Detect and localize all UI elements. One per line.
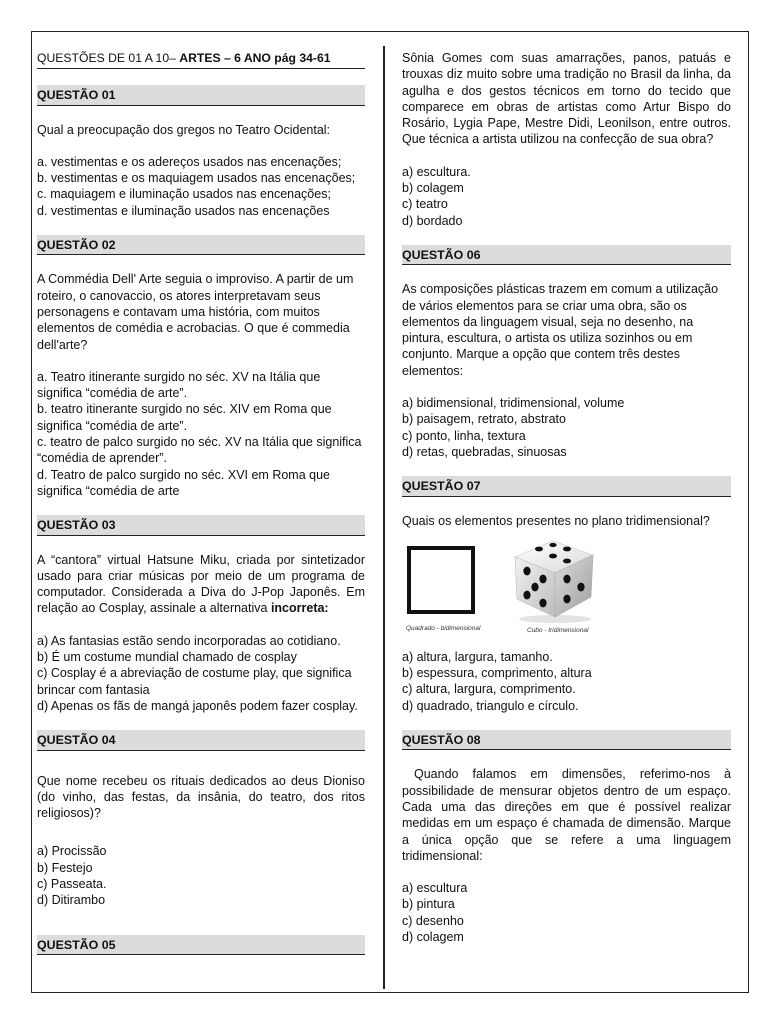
- question-04-option-b[interactable]: b) Festejo: [37, 860, 93, 875]
- question-07-options: [402, 649, 731, 714]
- question-08-option-a[interactable]: a) escultura: [402, 881, 468, 896]
- question-04-title: QUESTÃO 04: [37, 730, 365, 750]
- question-02-option-b[interactable]: b. teatro itinerante surgido no séc. XIV em Roma que significa “comédia de arte”.: [37, 402, 332, 433]
- question-02-option-a[interactable]: a. Teatro itinerante surgido no séc. XV na Itália que significa “comédia de arte”.: [37, 369, 321, 401]
- question-07-stem: Quais os elementos presentes no plano tridimensional?: [402, 513, 710, 528]
- dimension-figure: [402, 535, 731, 647]
- question-01-option-c[interactable]: c. maquiagem e iluminação usados nas encenações;: [37, 187, 331, 202]
- question-06-stem: As composições plásticas trazem em comum a utilização de vários elementos para se criar uma obra, são os elementos da linguagem visual, seja no desenho, na pintura, escultura, o artista os utiliza sozinhos ou em conjunto. Marque a opção que contem três destes elementos:: [402, 282, 719, 378]
- question-03-stem-bold: incorreta:: [270, 601, 329, 616]
- question-02-option-d[interactable]: d. Teatro de palco surgido no séc. XVI em Roma que significa “comédia de arte: [37, 467, 330, 498]
- question-03-stem-text: A “cantora” virtual Hatsune Miku, criada por sintetizador usado para criar músicas por meio de um programa de computador. Considerada a Diva do J-Pop Japonês. Em relação ao Cosplay, assinale a alternativa: [37, 552, 365, 616]
- question-03-option-b[interactable]: b) É um costume mundial chamado de cosplay: [37, 650, 297, 665]
- header-bold: ARTES – 6 ANO pág 34-61: [179, 51, 331, 65]
- question-02-title: QUESTÃO 02: [37, 235, 365, 255]
- question-03-option-d[interactable]: d) Apenas os fãs de mangá japonês podem fazer cosplay.: [37, 698, 358, 713]
- question-02-option-c[interactable]: c. teatro de palco surgido no séc. XV na Itália que significa “comédia de aprender”.: [37, 435, 362, 466]
- question-03-title: QUESTÃO 03: [37, 515, 365, 535]
- question-04-option-a[interactable]: a) Procissão: [37, 844, 107, 859]
- cube-caption: Cubo - tridimensional: [527, 626, 589, 634]
- question-08-stem: Quando falamos em dimensões, referimo-nos à possibilidade de mensurar objetos dentro de um espaço. Cada uma das direções em que é possível realizar medidas em um espaço é chamada de dimensão. Marque a única opção que se refere a uma linguagem tridimensional:: [402, 767, 731, 863]
- question-04-option-c[interactable]: c) Passeata.: [37, 876, 107, 891]
- question-06-title: QUESTÃO 06: [402, 245, 731, 265]
- question-08-options: [402, 880, 731, 945]
- dice-cube-3d-illustration: [505, 535, 601, 625]
- question-05-option-a[interactable]: a) escultura.: [402, 164, 471, 179]
- right-column: [402, 50, 731, 945]
- question-03-option-a[interactable]: a) As fantasias estão sendo incorporadas ao cotidiano.: [37, 633, 341, 648]
- square-caption: Quadrado - bidimensional: [406, 624, 481, 632]
- question-08-title: QUESTÃO 08: [402, 730, 731, 750]
- question-07-option-b[interactable]: b) espessura, comprimento, altura: [402, 666, 592, 681]
- question-05-stem: Sônia Gomes com suas amarrações, panos, patuás e trouxas diz muito sobre uma tradição no Brasil da linha, da agulha e dos gestos técnicos em torno do tecido que comparece em obras de artistas como Artur Bispo do Rosário, Lygia Pape, Mestre Didi, Leonilson, entre outros. Que técnica a artista utilizou na confecção de sua obra?: [402, 51, 731, 147]
- question-07-title: QUESTÃO 07: [402, 476, 731, 496]
- question-05-option-b[interactable]: b) colagem: [402, 181, 464, 196]
- question-05-options: [402, 164, 731, 229]
- question-07-option-c[interactable]: c) altura, largura, comprimento.: [402, 682, 576, 697]
- column-divider: [383, 46, 385, 989]
- question-01-title: QUESTÃO 01: [37, 85, 365, 105]
- question-04-option-d[interactable]: d) Ditirambo: [37, 893, 106, 908]
- question-08-option-c[interactable]: c) desenho: [402, 913, 464, 928]
- question-03-option-c[interactable]: c) Cosplay é a abreviação de costume play, que significa brincar com fantasia: [37, 666, 352, 697]
- question-06-options: [402, 395, 731, 460]
- question-01-option-a[interactable]: a. vestimentas e os adereços usados nas encenações;: [37, 154, 342, 169]
- question-01-stem: Qual a preocupação dos gregos no Teatro Ocidental:: [37, 122, 331, 137]
- question-08-option-b[interactable]: b) pintura: [402, 897, 455, 912]
- question-05-title: QUESTÃO 05: [37, 935, 365, 955]
- question-07-option-d[interactable]: d) quadrado, triangulo e círculo.: [402, 698, 579, 713]
- question-02-stem: A Commédia Dell' Arte seguia o improviso. A partir de um roteiro, o canovaccio, os atores interpretavam seus personagens e contavam uma história, com muitos elementos de comédia e acrobacias. O que é commedia dell'arte?: [37, 272, 354, 352]
- question-07-option-a[interactable]: a) altura, largura, tamanho.: [402, 649, 553, 664]
- question-02-options: [37, 369, 365, 499]
- question-04-options: [37, 843, 365, 908]
- question-08-option-d[interactable]: d) colagem: [402, 929, 464, 944]
- exam-header: [37, 50, 365, 69]
- question-06-option-b[interactable]: b) paisagem, retrato, abstrato: [402, 412, 566, 427]
- question-01-option-b[interactable]: b. vestimentas e os maquiagem usados nas encenações;: [37, 171, 356, 186]
- question-01-options: [37, 154, 365, 219]
- question-04-stem: Que nome recebeu os rituais dedicados ao deus Dioniso (do vinho, das festas, da insânia, do teatro, dos ritos religiosos)?: [37, 773, 365, 821]
- question-06-option-a[interactable]: a) bidimensional, tridimensional, volume: [402, 396, 625, 411]
- question-03-stem: [37, 552, 365, 617]
- question-06-option-c[interactable]: c) ponto, linha, textura: [402, 428, 526, 443]
- square-2d-illustration: [406, 545, 476, 615]
- left-column: [37, 50, 365, 955]
- question-01-option-d[interactable]: d. vestimentas e iluminação usados nas encenações: [37, 203, 330, 218]
- question-05-option-d[interactable]: d) bordado: [402, 213, 463, 228]
- question-06-option-d[interactable]: d) retas, quebradas, sinuosas: [402, 444, 567, 459]
- header-prefix: QUESTÕES DE 01 A 10–: [37, 51, 180, 65]
- question-05-option-c[interactable]: c) teatro: [402, 197, 448, 212]
- question-03-options: [37, 633, 365, 714]
